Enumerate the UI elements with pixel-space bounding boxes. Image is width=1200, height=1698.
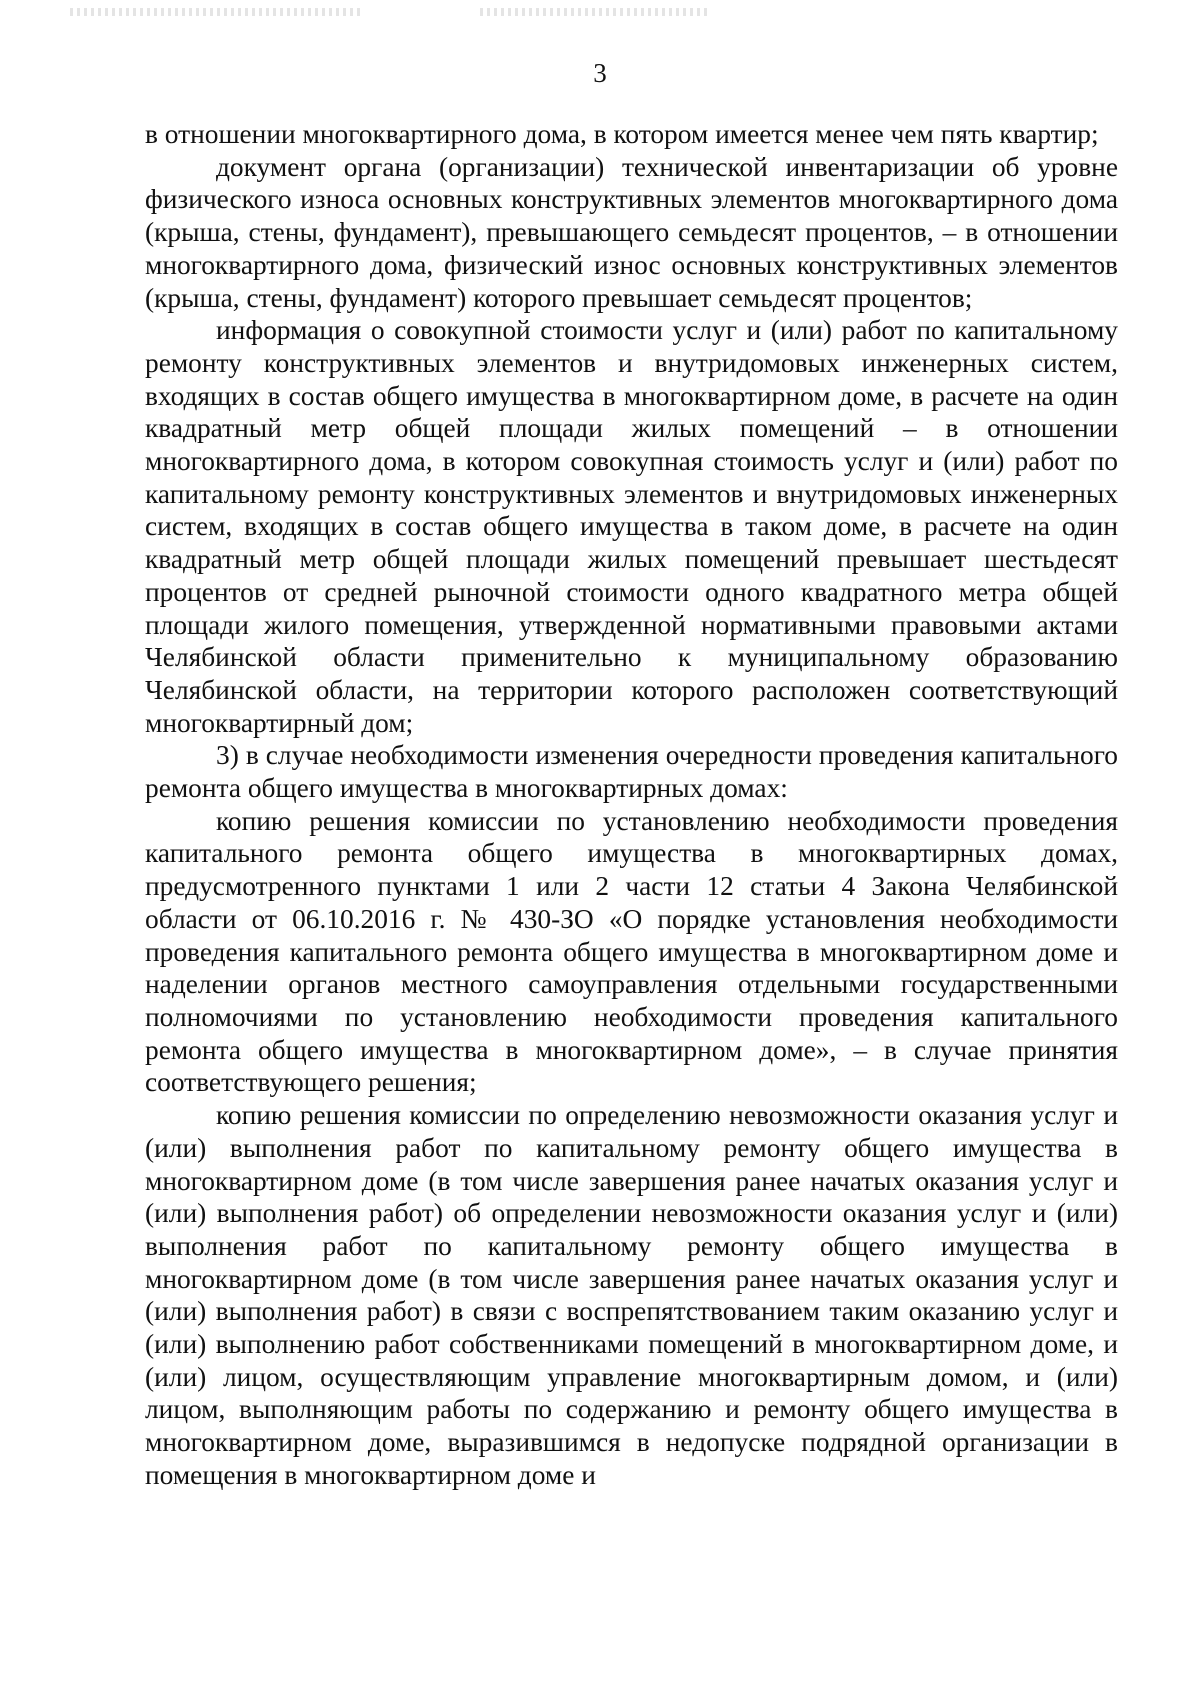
paragraph-continuation: в отношении многоквартирного дома, в котором имеется менее чем пять квартир;	[145, 119, 1099, 149]
paragraph-commission-decision-impossibility: копию решения комиссии по определению невозможности оказания услуг и (или) выполнения работ по капитальному ремонту общего имущества в многоквартирном доме (в том числе завершения ранее начатых оказания услуг и (или) выполнения работ) об определении невозможности оказания услуг и (или) выполнения работ по капитальному ремонту общего имущества в многоквартирном доме (в том числе завершения ранее начатых оказания услуг и (или) выполнения работ) в связи с воспрепятствованием таким оказанию услуг и (или) выполнению работ собственниками помещений в многоквартирном доме, и (или) лицом, осуществляющим управление многоквартирным домом, и (или) лицом, выполняющим работы по содержанию и ремонту общего имущества в многоквартирном доме, выразившимся в недопуске подрядной организации в помещения в многоквартирном доме и	[145, 1100, 1118, 1490]
page-number: 3	[593, 58, 607, 88]
document-body	[145, 118, 1118, 1492]
paragraph-cost-information: информация о совокупной стоимости услуг и (или) работ по капитальному ремонту конструктивных элементов и внутридомовых инженерных систем, входящих в состав общего имущества в многоквартирном доме, в расчете на один квадратный метр общей площади жилых помещений – в отношении многоквартирного дома, в котором совокупная стоимость услуг и (или) работ по капитальному ремонту конструктивных элементов и внутридомовых инженерных систем, входящих в состав общего имущества в таком доме, в расчете на один квадратный метр общей площади жилых помещений превышает шестьдесят процентов от средней рыночной стоимости одного квадратного метра общей площади жилого помещения, утвержденной нормативными правовыми актами Челябинской области применительно к муниципальному образованию Челябинской области, на территории которого расположен соответствующий многоквартирный дом;	[145, 315, 1118, 738]
paragraph-commission-decision-necessity: копию решения комиссии по установлению необходимости проведения капитального ремонта общего имущества в многоквартирных домах, предусмотренного пунктами 1 или 2 части 12 статьи 4 Закона Челябинской области от 06.10.2016 г. № 430-ЗО «О порядке установления необходимости проведения капитального ремонта общего имущества в многоквартирном доме и наделении органов местного самоуправления отдельными государственными полномочиями по установлению необходимости проведения капитального ремонта общего имущества в многоквартирном доме», – в случае принятия соответствующего решения;	[145, 805, 1118, 1098]
paragraph-item-3: 3) в случае необходимости изменения очередности проведения капитального ремонта общего имущества в многоквартирных домах:	[145, 740, 1118, 804]
scan-artifact-left	[70, 8, 360, 16]
paragraph-technical-inventory: документ органа (организации) технической инвентаризации об уровне физического износа основных конструктивных элементов многоквартирного дома (крыша, стены, фундамент), превышающего семьдесят процентов, – в отношении многоквартирного дома, физический износ основных конструктивных элементов (крыша, стены, фундамент) которого превышает семьдесят процентов;	[145, 151, 1118, 313]
scan-artifact-right	[480, 8, 710, 16]
